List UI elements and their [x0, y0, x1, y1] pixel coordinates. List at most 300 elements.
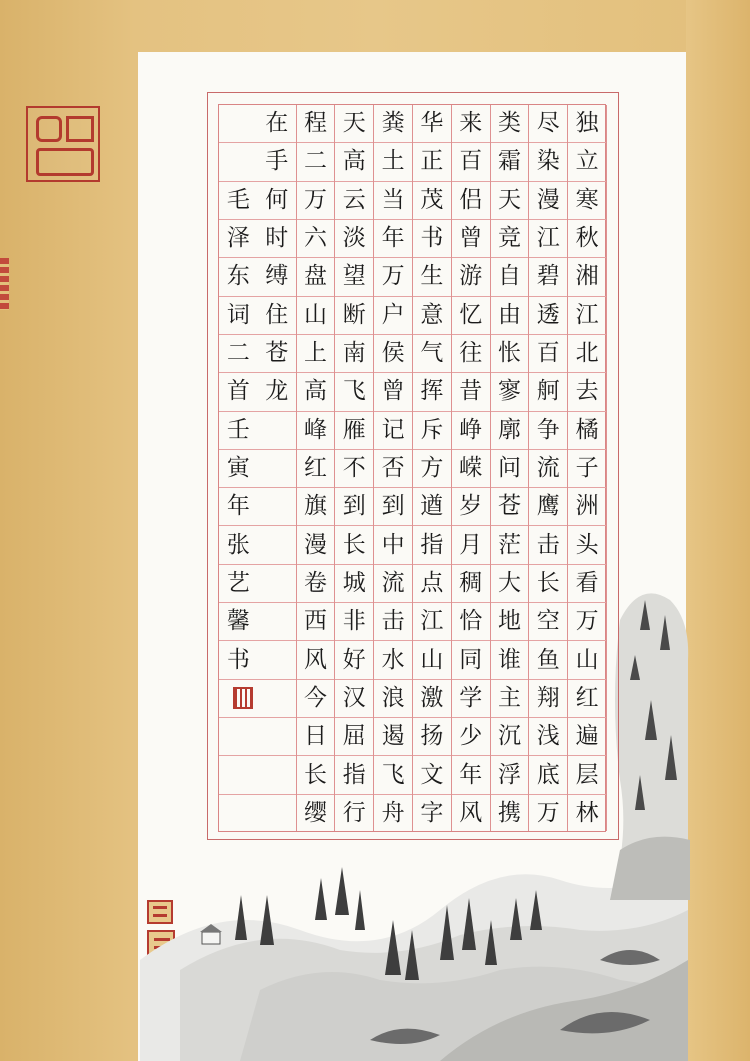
grid-column [452, 105, 491, 831]
character: 头 [575, 531, 599, 558]
grid-cell [297, 182, 335, 220]
grid-cell [452, 143, 490, 181]
grid-cell [219, 373, 258, 411]
grid-cell [335, 641, 373, 679]
grid-cell [297, 105, 335, 143]
grid-cell [258, 258, 296, 296]
character: 南 [342, 340, 366, 367]
grid-cell [297, 526, 335, 564]
grid-cell [258, 565, 296, 603]
grid-cell [335, 297, 373, 335]
character: 六 [303, 225, 327, 252]
character: 长 [342, 531, 366, 558]
grid-cell [491, 641, 529, 679]
grid-cell [297, 143, 335, 181]
grid-cell [491, 756, 529, 794]
character: 谁 [497, 646, 521, 673]
character: 曾 [459, 225, 483, 252]
character: 遒 [420, 493, 444, 520]
grid-cell [335, 603, 373, 641]
grid-cell [568, 603, 606, 641]
character: 指 [342, 761, 366, 788]
character: 手 [265, 148, 289, 175]
grid-cell [374, 603, 412, 641]
grid-cell [374, 795, 412, 833]
character: 记 [381, 416, 405, 443]
grid-cell [568, 641, 606, 679]
grid-cell [297, 450, 335, 488]
grid-cell [413, 143, 451, 181]
character: 流 [381, 569, 405, 596]
grid-cell [491, 412, 529, 450]
grid-cell [452, 297, 490, 335]
character: 湘 [575, 263, 599, 290]
character: 长 [303, 761, 327, 788]
grid-cell [297, 297, 335, 335]
character: 苍 [497, 493, 521, 520]
character: 来 [459, 110, 483, 137]
character: 住 [265, 301, 289, 328]
character: 汉 [342, 684, 366, 711]
grid-cell [491, 718, 529, 756]
grid-cell [219, 488, 258, 526]
grid-cell [335, 258, 373, 296]
grid-cell [491, 297, 529, 335]
character: 舸 [536, 378, 560, 405]
character: 洲 [575, 493, 599, 520]
grid-cell [297, 603, 335, 641]
grid-cell [529, 795, 567, 833]
grid-cell [529, 526, 567, 564]
grid-cell [258, 143, 296, 181]
character: 缨 [303, 800, 327, 827]
character: 激 [420, 684, 444, 711]
grid-cell [568, 143, 606, 181]
grid-cell [529, 565, 567, 603]
grid-column [491, 105, 530, 831]
grid-cell [452, 220, 490, 258]
character: 华 [420, 110, 444, 137]
grid-cell [491, 182, 529, 220]
grid-cell [335, 450, 373, 488]
grid-cell [529, 105, 567, 143]
character: 万 [303, 186, 327, 213]
large-seal [26, 106, 100, 182]
character: 粪 [381, 110, 405, 137]
grid-cell [258, 488, 296, 526]
grid-cell [374, 680, 412, 718]
character: 橘 [575, 416, 599, 443]
character: 词 [226, 301, 250, 328]
character: 不 [342, 454, 366, 481]
grid-cell [297, 641, 335, 679]
grid-cell [374, 718, 412, 756]
character: 断 [342, 301, 366, 328]
grid-cell [219, 795, 258, 833]
grid-cell [374, 641, 412, 679]
character: 首 [226, 378, 250, 405]
character: 山 [420, 646, 444, 673]
grid-cell [297, 565, 335, 603]
character: 生 [420, 263, 444, 290]
character: 文 [420, 761, 444, 788]
grid-cell [258, 680, 296, 718]
character: 底 [536, 761, 560, 788]
character: 上 [303, 340, 327, 367]
grid-cell [335, 373, 373, 411]
character: 尽 [536, 110, 560, 137]
grid-cell [452, 450, 490, 488]
character: 非 [342, 608, 366, 635]
character: 嵘 [459, 454, 483, 481]
grid-cell [568, 488, 606, 526]
grid-cell [258, 756, 296, 794]
character: 字 [420, 800, 444, 827]
grid-cell [529, 641, 567, 679]
grid-cell [219, 297, 258, 335]
character: 长 [536, 569, 560, 596]
character: 土 [381, 148, 405, 175]
character: 二 [226, 340, 250, 367]
grid-cell [529, 603, 567, 641]
grid-cell [491, 680, 529, 718]
character: 年 [381, 225, 405, 252]
character: 茂 [420, 186, 444, 213]
grid-cell [258, 412, 296, 450]
grid-cell [413, 297, 451, 335]
signature-seal [233, 687, 253, 709]
character: 北 [575, 340, 599, 367]
grid-cell [413, 105, 451, 143]
character: 碧 [536, 263, 560, 290]
grid-cell [374, 335, 412, 373]
character: 在 [265, 110, 289, 137]
grid-cell [374, 220, 412, 258]
grid-cell [297, 335, 335, 373]
grid-cell [413, 718, 451, 756]
character: 透 [536, 301, 560, 328]
character: 飞 [381, 761, 405, 788]
grid-cell [258, 641, 296, 679]
grid-cell [452, 526, 490, 564]
character: 日 [303, 723, 327, 750]
grid-cell [452, 603, 490, 641]
grid-cell [413, 795, 451, 833]
character: 流 [536, 454, 560, 481]
grid-cell [219, 565, 258, 603]
character: 霜 [497, 148, 521, 175]
grid-cell [258, 450, 296, 488]
grid-cell [335, 680, 373, 718]
character: 空 [536, 608, 560, 635]
character: 斥 [420, 416, 444, 443]
grid-cell [219, 412, 258, 450]
grid-cell [297, 220, 335, 258]
grid-column [219, 105, 258, 831]
grid-cell [335, 565, 373, 603]
grid-cell [258, 603, 296, 641]
grid-cell [219, 143, 258, 181]
character: 风 [303, 646, 327, 673]
character: 淡 [342, 225, 366, 252]
grid-cell [452, 565, 490, 603]
grid-cell [529, 335, 567, 373]
grid-cell [491, 450, 529, 488]
grid-cell [452, 105, 490, 143]
grid-cell [413, 335, 451, 373]
character: 天 [342, 110, 366, 137]
character: 寅 [226, 454, 250, 481]
character: 书 [226, 646, 250, 673]
character: 恰 [459, 608, 483, 635]
grid-cell [219, 526, 258, 564]
character: 好 [342, 646, 366, 673]
grid-cell [529, 412, 567, 450]
grid-column [529, 105, 568, 831]
character: 问 [497, 454, 521, 481]
character: 正 [420, 148, 444, 175]
grid-cell [529, 220, 567, 258]
grid-cell [529, 373, 567, 411]
character: 当 [381, 186, 405, 213]
grid-cell [568, 526, 606, 564]
grid-cell [529, 756, 567, 794]
character: 城 [342, 569, 366, 596]
grid-cell [374, 143, 412, 181]
grid-cell [529, 297, 567, 335]
grid-cell [335, 182, 373, 220]
grid-cell [491, 603, 529, 641]
character: 往 [459, 340, 483, 367]
grid-cell [529, 143, 567, 181]
grid-cell [335, 756, 373, 794]
grid-cell [297, 680, 335, 718]
character: 立 [575, 148, 599, 175]
grid-cell [413, 680, 451, 718]
character: 鹰 [536, 493, 560, 520]
character: 时 [265, 225, 289, 252]
character: 峥 [459, 416, 483, 443]
grid-cell [219, 718, 258, 756]
grid-cell [452, 641, 490, 679]
grid-cell [452, 718, 490, 756]
character: 气 [420, 340, 444, 367]
character: 鱼 [536, 646, 560, 673]
grid-cell [258, 335, 296, 373]
grid-cell [568, 450, 606, 488]
character: 主 [497, 684, 521, 711]
grid-cell [491, 795, 529, 833]
character: 遏 [381, 723, 405, 750]
character: 中 [381, 531, 405, 558]
grid-cell [413, 641, 451, 679]
grid-cell [413, 412, 451, 450]
character: 高 [342, 148, 366, 175]
grid-cell [529, 258, 567, 296]
grid-cell [219, 182, 258, 220]
grid-cell [374, 756, 412, 794]
grid-cell [452, 182, 490, 220]
grid-cell [452, 412, 490, 450]
character: 苍 [265, 340, 289, 367]
character: 山 [575, 646, 599, 673]
character: 类 [497, 110, 521, 137]
grid-cell [374, 412, 412, 450]
character: 稠 [459, 569, 483, 596]
grid-cell [413, 603, 451, 641]
character: 百 [459, 148, 483, 175]
grid-cell [374, 105, 412, 143]
character: 击 [536, 531, 560, 558]
character: 盘 [303, 263, 327, 290]
grid-cell [335, 795, 373, 833]
grid-cell [568, 680, 606, 718]
character: 岁 [459, 493, 483, 520]
grid-cell [335, 488, 373, 526]
character: 高 [303, 378, 327, 405]
character: 地 [497, 608, 521, 635]
grid-cell [297, 412, 335, 450]
grid-cell [491, 565, 529, 603]
character: 望 [342, 263, 366, 290]
character: 百 [536, 340, 560, 367]
grid-cell [529, 718, 567, 756]
character: 学 [459, 684, 483, 711]
grid-cell [219, 450, 258, 488]
grid-column [297, 105, 336, 831]
character: 东 [226, 263, 250, 290]
grid-cell [335, 143, 373, 181]
character: 翔 [536, 684, 560, 711]
gold-frame-right [686, 0, 750, 1061]
grid-cell [219, 756, 258, 794]
grid-cell [219, 258, 258, 296]
grid-cell [529, 450, 567, 488]
grid-cell [335, 335, 373, 373]
character: 屈 [342, 723, 366, 750]
character: 何 [265, 186, 289, 213]
grid-cell [568, 565, 606, 603]
character: 飞 [342, 378, 366, 405]
character: 浅 [536, 723, 560, 750]
grid-cell [335, 105, 373, 143]
character: 大 [497, 569, 521, 596]
character: 漫 [303, 531, 327, 558]
grid-cell [258, 220, 296, 258]
character: 去 [575, 378, 599, 405]
grid-cell [529, 488, 567, 526]
grid-cell [374, 526, 412, 564]
character: 携 [497, 800, 521, 827]
character: 风 [459, 800, 483, 827]
grid-cell [491, 258, 529, 296]
character: 年 [459, 761, 483, 788]
character: 泽 [226, 225, 250, 252]
grid-cell [413, 526, 451, 564]
grid-cell [413, 373, 451, 411]
character: 今 [303, 684, 327, 711]
grid-cell [258, 373, 296, 411]
character: 浪 [381, 684, 405, 711]
character: 茫 [497, 531, 521, 558]
grid-cell [374, 258, 412, 296]
grid-cell [219, 603, 258, 641]
character: 行 [342, 800, 366, 827]
grid-cell [529, 680, 567, 718]
grid-cell [374, 488, 412, 526]
grid-cell [219, 105, 258, 143]
character: 龙 [265, 378, 289, 405]
grid-cell [491, 143, 529, 181]
character: 廓 [497, 416, 521, 443]
grid-cell [568, 756, 606, 794]
grid-cell [258, 718, 296, 756]
grid-cell [568, 795, 606, 833]
character: 怅 [497, 340, 521, 367]
character: 卷 [303, 569, 327, 596]
grid-cell [529, 182, 567, 220]
grid-cell [491, 335, 529, 373]
character: 少 [459, 723, 483, 750]
grid-cell [258, 182, 296, 220]
grid-cell [568, 718, 606, 756]
character: 江 [575, 301, 599, 328]
grid-cell [297, 756, 335, 794]
grid-cell [491, 220, 529, 258]
grid-cell [297, 373, 335, 411]
character: 看 [575, 569, 599, 596]
character: 侣 [459, 186, 483, 213]
character: 馨 [226, 608, 250, 635]
character: 二 [303, 148, 327, 175]
grid-cell [335, 220, 373, 258]
grid-column [335, 105, 374, 831]
character: 万 [536, 800, 560, 827]
grid-cell [374, 297, 412, 335]
character: 染 [536, 148, 560, 175]
character: 江 [536, 225, 560, 252]
character: 点 [420, 569, 444, 596]
character: 书 [420, 225, 444, 252]
character: 到 [381, 493, 405, 520]
grid-cell [452, 373, 490, 411]
grid-cell [374, 373, 412, 411]
character: 年 [226, 493, 250, 520]
grid-cell [413, 450, 451, 488]
character: 层 [575, 761, 599, 788]
edge-seal [0, 258, 9, 310]
grid-cell [335, 526, 373, 564]
character: 遍 [575, 723, 599, 750]
character: 旗 [303, 493, 327, 520]
character: 忆 [459, 301, 483, 328]
grid-cell [491, 373, 529, 411]
character: 红 [575, 684, 599, 711]
character: 毛 [226, 186, 250, 213]
character: 昔 [459, 378, 483, 405]
grid-cell [258, 795, 296, 833]
character: 秋 [575, 225, 599, 252]
grid-cell [413, 756, 451, 794]
grid-column [413, 105, 452, 831]
grid-cell [568, 105, 606, 143]
character: 独 [575, 110, 599, 137]
character: 天 [497, 186, 521, 213]
character: 西 [303, 608, 327, 635]
grid-cell [258, 526, 296, 564]
grid-cell [452, 488, 490, 526]
character: 子 [575, 454, 599, 481]
